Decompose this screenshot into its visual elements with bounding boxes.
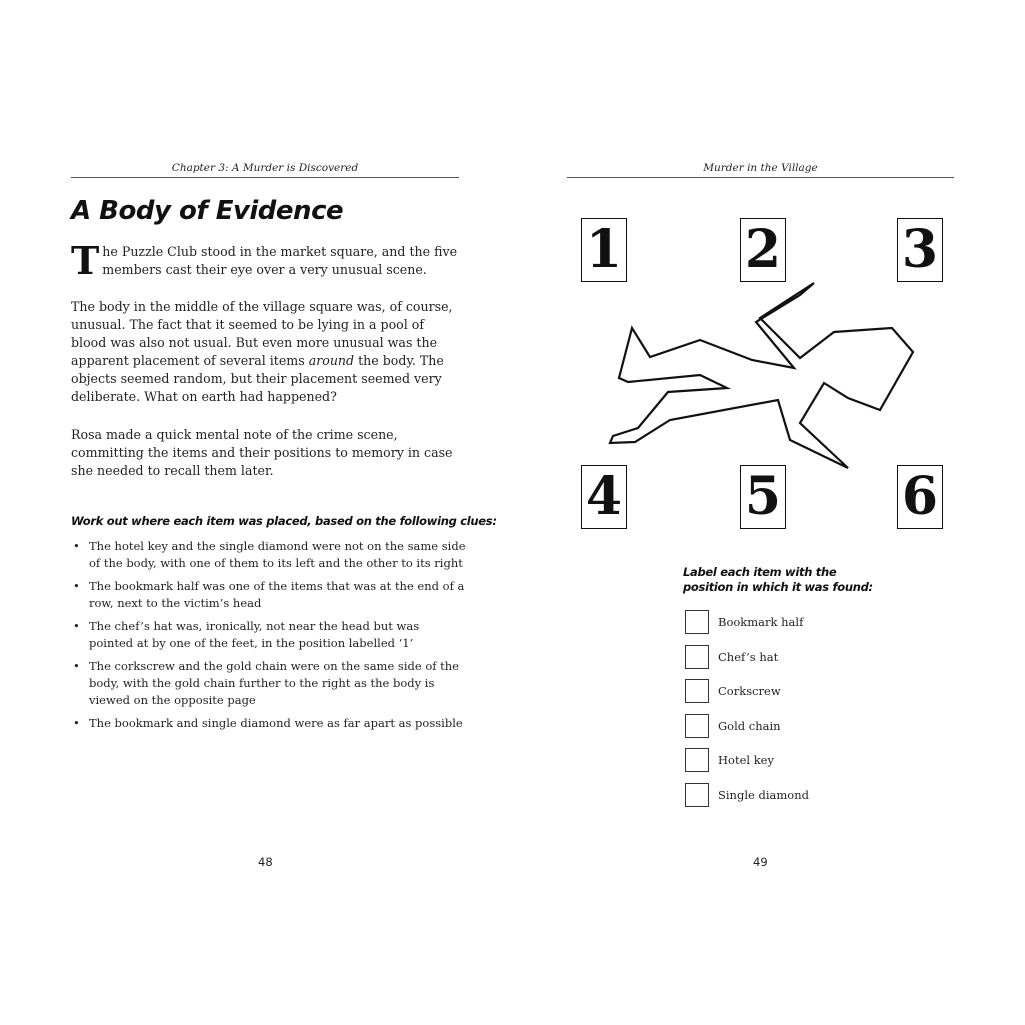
bullet-icon: • xyxy=(73,579,80,593)
answer-row-bookmark-half xyxy=(685,609,803,634)
intro-text: he Puzzle Club stood in the market square, and the five members cast their eye over a very unusual scene. xyxy=(102,244,458,277)
answer-row-chefs-hat xyxy=(685,644,778,669)
position-label-3: 3 xyxy=(897,218,943,282)
page-title: A Body of Evidence xyxy=(71,196,344,226)
bullet-icon: • xyxy=(73,539,80,553)
clues-list xyxy=(71,538,466,738)
intro-paragraph xyxy=(71,238,461,283)
item-label: Single diamond xyxy=(718,787,809,802)
body-chalk-outline xyxy=(610,283,913,468)
answer-row-corkscrew xyxy=(685,678,781,703)
item-label: Bookmark half xyxy=(718,614,804,629)
item-label: Corkscrew xyxy=(718,683,781,698)
answer-row-hotel-key xyxy=(685,747,774,772)
clue-item xyxy=(71,715,466,732)
body-paragraph-3: Rosa made a quick mental note of the crime scene, committing the items and their positions to memory in case she needed to recall them later. xyxy=(71,427,453,478)
clue-item xyxy=(71,618,466,652)
position-label-4: 4 xyxy=(581,465,627,529)
page-number-right: 49 xyxy=(753,855,768,869)
position-label-5: 5 xyxy=(740,465,786,529)
position-label-2: 2 xyxy=(740,218,786,282)
position-label-1: 1 xyxy=(581,218,627,282)
right-running-header: Murder in the Village xyxy=(567,162,954,178)
drop-cap: T xyxy=(71,238,100,283)
answer-box[interactable] xyxy=(685,783,709,807)
item-label: Hotel key xyxy=(718,752,774,767)
clue-text: The hotel key and the single diamond were not on the same side of the body, with one of them to its left and the other to its right xyxy=(89,539,466,570)
answer-row-single-diamond xyxy=(685,782,809,807)
answer-box[interactable] xyxy=(685,748,709,772)
clue-item xyxy=(71,578,466,612)
page-number-left: 48 xyxy=(258,855,273,869)
left-running-header: Chapter 3: A Murder is Discovered xyxy=(71,162,459,178)
clues-heading: Work out where each item was placed, based on the following clues: xyxy=(71,514,497,528)
bullet-icon: • xyxy=(73,716,80,730)
clue-text: The bookmark half was one of the items that was at the end of a row, next to the victim’s head xyxy=(89,579,465,610)
clue-text: The chef’s hat was, ironically, not near the head but was pointed at by one of the feet, in the position labelled ‘1’ xyxy=(89,619,420,650)
paragraph-2-text-a: The body in the middle of the village square was, of course, unusual. The fact that it seemed to be lying in a pool of blood was also not usual. But even more unusual was the apparent placement of several items xyxy=(71,299,453,368)
bullet-icon: • xyxy=(73,619,80,633)
answer-box[interactable] xyxy=(685,610,709,634)
item-label: Gold chain xyxy=(718,718,781,733)
clue-text: The corkscrew and the gold chain were on the same side of the body, with the gold chain further to the right as the body is viewed on the opposite page xyxy=(89,659,459,707)
answer-box[interactable] xyxy=(685,645,709,669)
position-label-6: 6 xyxy=(897,465,943,529)
answer-box[interactable] xyxy=(685,679,709,703)
item-label: Chef’s hat xyxy=(718,649,779,664)
paragraph-2-text-b: the body. The objects seemed random, but their placement seemed very deliberate. What on earth had happened? xyxy=(71,353,444,404)
label-instructions: Label each item with the position in which it was found: xyxy=(683,565,873,594)
paragraph-2-emphasis: around xyxy=(308,353,355,368)
answer-row-gold-chain xyxy=(685,713,781,738)
clue-text: The bookmark and single diamond were as far apart as possible xyxy=(89,716,463,730)
clue-item xyxy=(71,538,466,572)
clue-item xyxy=(71,658,466,709)
body-paragraph-2 xyxy=(71,298,461,406)
answer-box[interactable] xyxy=(685,714,709,738)
bullet-icon: • xyxy=(73,659,80,673)
